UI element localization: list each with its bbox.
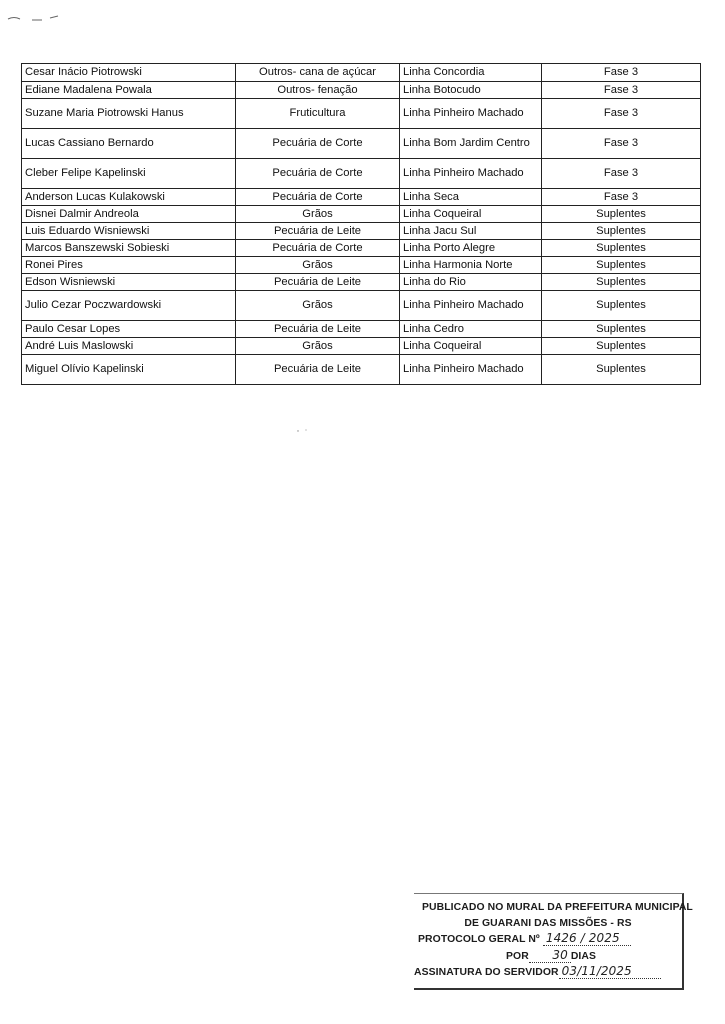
- table-row: [22, 240, 701, 257]
- name-cell: Disnei Dalmir Andreola: [22, 206, 236, 223]
- name-cell: Marcos Banszewski Sobieski: [22, 240, 236, 257]
- table-row: [22, 206, 701, 223]
- stamp-signature-row: [414, 965, 661, 981]
- signature-value: 03/11/2025: [559, 965, 661, 979]
- stamp-protocol-row: [418, 932, 631, 948]
- activity-cell: Pecuária de Leite: [236, 274, 400, 291]
- activity-cell: Fruticultura: [236, 99, 400, 129]
- activity-cell: Outros- fenação: [236, 82, 400, 99]
- location-cell: Linha Harmonia Norte: [400, 257, 542, 274]
- phase-cell: Suplentes: [542, 223, 701, 240]
- phase-cell: Suplentes: [542, 206, 701, 223]
- phase-cell: Suplentes: [542, 274, 701, 291]
- name-cell: Ronei Pires: [22, 257, 236, 274]
- table-row: [22, 274, 701, 291]
- phase-cell: Fase 3: [542, 99, 701, 129]
- table-row: [22, 82, 701, 99]
- activity-cell: Pecuária de Corte: [236, 159, 400, 189]
- protocol-label: PROTOCOLO GERAL Nº: [418, 934, 540, 945]
- table-row: [22, 64, 701, 82]
- table-row: [22, 189, 701, 206]
- location-cell: Linha Pinheiro Machado: [400, 291, 542, 321]
- name-cell: Cleber Felipe Kapelinski: [22, 159, 236, 189]
- phase-cell: Fase 3: [542, 129, 701, 159]
- stamp-days-row: [506, 949, 596, 965]
- activity-cell: Pecuária de Corte: [236, 240, 400, 257]
- location-cell: Linha Pinheiro Machado: [400, 355, 542, 385]
- por-value: 30: [529, 949, 571, 963]
- table-row: [22, 129, 701, 159]
- name-cell: Suzane Maria Piotrowski Hanus: [22, 99, 236, 129]
- location-cell: Linha Pinheiro Machado: [400, 159, 542, 189]
- activity-cell: Grãos: [236, 206, 400, 223]
- location-cell: Linha Porto Alegre: [400, 240, 542, 257]
- location-cell: Linha Cedro: [400, 321, 542, 338]
- location-cell: Linha Jacu Sul: [400, 223, 542, 240]
- location-cell: Linha do Rio: [400, 274, 542, 291]
- table-row: [22, 291, 701, 321]
- phase-cell: Suplentes: [542, 355, 701, 385]
- activity-cell: Pecuária de Leite: [236, 321, 400, 338]
- scan-artifact-mark: [6, 10, 66, 24]
- name-cell: Edson Wisniewski: [22, 274, 236, 291]
- stamp-line-2: DE GUARANI DAS MISSÕES - RS: [464, 918, 632, 929]
- activity-cell: Grãos: [236, 257, 400, 274]
- name-cell: Cesar Inácio Piotrowski: [22, 64, 236, 82]
- phase-cell: Suplentes: [542, 257, 701, 274]
- phase-cell: Fase 3: [542, 189, 701, 206]
- activity-cell: Pecuária de Corte: [236, 129, 400, 159]
- location-cell: Linha Botocudo: [400, 82, 542, 99]
- activity-cell: Outros- cana de açúcar: [236, 64, 400, 82]
- table-row: [22, 223, 701, 240]
- phase-cell: Suplentes: [542, 240, 701, 257]
- name-cell: Luis Eduardo Wisniewski: [22, 223, 236, 240]
- table-row: [22, 321, 701, 338]
- name-cell: Anderson Lucas Kulakowski: [22, 189, 236, 206]
- activity-cell: Pecuária de Leite: [236, 223, 400, 240]
- phase-cell: Suplentes: [542, 321, 701, 338]
- stamp-line-1: PUBLICADO NO MURAL DA PREFEITURA MUNICIPAL: [422, 902, 693, 913]
- name-cell: Miguel Olívio Kapelinski: [22, 355, 236, 385]
- phase-cell: Suplentes: [542, 291, 701, 321]
- protocol-value: 1426 / 2025: [543, 932, 631, 946]
- phase-cell: Fase 3: [542, 159, 701, 189]
- name-cell: Julio Cezar Poczwardowski: [22, 291, 236, 321]
- por-label: POR: [506, 951, 529, 962]
- name-cell: Ediane Madalena Powala: [22, 82, 236, 99]
- activity-cell: Pecuária de Corte: [236, 189, 400, 206]
- location-cell: Linha Coqueiral: [400, 338, 542, 355]
- scan-speck: [296, 428, 310, 434]
- publication-stamp: [414, 893, 693, 990]
- location-cell: Linha Coqueiral: [400, 206, 542, 223]
- table-row: [22, 355, 701, 385]
- activity-cell: Grãos: [236, 291, 400, 321]
- location-cell: Linha Pinheiro Machado: [400, 99, 542, 129]
- activity-cell: Pecuária de Leite: [236, 355, 400, 385]
- location-cell: Linha Concordia: [400, 64, 542, 82]
- location-cell: Linha Seca: [400, 189, 542, 206]
- phase-cell: Fase 3: [542, 82, 701, 99]
- location-cell: Linha Bom Jardim Centro: [400, 129, 542, 159]
- phase-cell: Fase 3: [542, 64, 701, 82]
- name-cell: Lucas Cassiano Bernardo: [22, 129, 236, 159]
- name-cell: Paulo Cesar Lopes: [22, 321, 236, 338]
- dias-label: DIAS: [570, 951, 597, 962]
- activity-cell: Grãos: [236, 338, 400, 355]
- name-cell: André Luis Maslowski: [22, 338, 236, 355]
- table-row: [22, 159, 701, 189]
- table-row: [22, 338, 701, 355]
- beneficiaries-table: [21, 63, 701, 385]
- signature-label: ASSINATURA DO SERVIDOR: [414, 967, 559, 978]
- table-row: [22, 99, 701, 129]
- table-row: [22, 257, 701, 274]
- phase-cell: Suplentes: [542, 338, 701, 355]
